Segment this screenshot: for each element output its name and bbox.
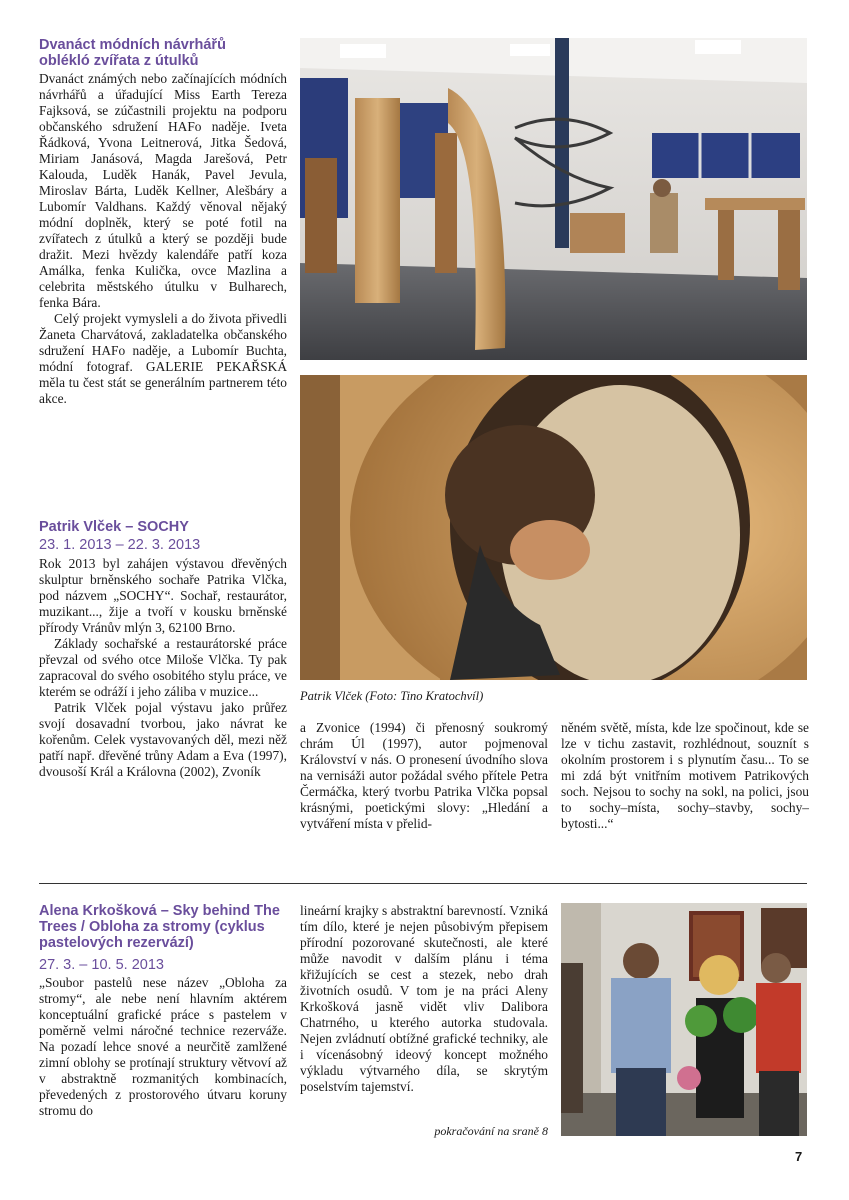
section-divider [39,883,807,884]
article-3-dates: 27. 3. – 10. 5. 2013 [39,957,164,973]
patrik-vlcek-portrait-photo [300,375,807,680]
article-2-dates: 23. 1. 2013 – 22. 3. 2013 [39,537,201,553]
article-1-paragraph-1: Dvanáct známých nebo začínajících módních návrhářů a úřadující Miss Earth Tereza Fajksová, se zúčastnili projektu na podporu občanského sdružení HAFo naděje. Iveta Řádková, Yvona Leitnerová, Jitka Šedová, Miriam Janásová, Magda Jarešová, Petr Kalouda, Luděk Hanák, Pavel Jevula, Miroslav Bárta, Luděk Kellner, Alešbáry a Lubomír Valdhans. Každý věnoval nějaký módní doplněk, který se poté fotil na zvířatech z útulků a který se později bude dražit. Mezi hvězdy kalendáře patří koza Amálka, fenka Kulička, ovce Mazlina a celebrita městského útulku v Bulharech, fenka Bára. [39,71,287,310]
continued-note: pokračování na sraně 8 [434,1124,548,1138]
article-2-column-1 [39,556,287,780]
article-2-paragraph-2: Základy sochařské a restaurátorské práce převzal od svého otce Miloše Vlčka. Ty pak zapracoval do svého osobitého stylu práce, ve kterém se odráží i jeho záliba v muzice... [39,636,287,699]
portrait-photo-caption: Patrik Vlček (Foto: Tino Kratochvíl) [300,689,484,703]
page-number: 7 [795,1149,803,1164]
gallery-interior-photo [300,38,807,360]
article-1-body [39,71,287,407]
article-3-column-2: lineární krajky s abstraktní barevností. Vzniká tím dílo, které je nejen působivým přepisem přírodní pozorované skutečnosti, ale které může navodit v dalším plánu i téma křižujících se cest a stezek, nebo drah životních osudů. V tom je na práci Aleny Krkošková jasně vidět vliv Dalibora Chatrného, u kterého autorka studovala. Nejen zvládnutí obtížné grafické techniky, ale i vícenásobný ideový koncept možného výkladu výtvarného díla, se skrytým poselstvím tajemství. [300,903,548,1094]
article-3-title: Alena Krkošková – Sky behind The Trees / Obloha za stromy (cyklus pastelových rezervází) [39,903,280,951]
article-2-title: Patrik Vlček – SOCHY [39,519,189,535]
article-2-paragraph-3: Patrik Vlček pojal výstavu jako průřez svojí dosavadní tvorbou, jako návrat ke kořenům. Celek vystavovaných děl, mezi něž patří např. dřevěné trůny Adam a Eva (1997), dvousoší Král a Královna (2002), Zvoník [39,700,287,779]
article-1-title: Dvanáct módních návrhářů oblékló zvířata z útulků [39,37,226,69]
article-2-column-2: a Zvonice (1994) či přenosný soukromý chrám Úl (1997), autor pojmenoval Království v nás. O pronesení úvodního slova na vernisáži autor požádal svého přítele Petra Čermáčka, který tvorbu Patrika Vlčka popsal krásnými, poetickými slovy: „Hledání a vytváření místa v přelid- [300,720,548,831]
article-2-paragraph-1: Rok 2013 byl zahájen výstavou dřevěných skulptur brněnského sochaře Patrika Vlčka, pod názvem „SOCHY“. Sochař, restaurátor, muzikant..., žije a tvoří v kousku brněnské přírody Vránův mlýn 3, 62100 Brno. [39,556,287,635]
article-3-column-1: „Soubor pastelů nese název „Obloha za stromy“, ale nebe není hlavním aktérem konceptuální grafické práce s pastelem v poměrně velmi náročné technice rezerváže. Na pozadí lehce snové a neurčitě zamlžené zimní oblohy se protínají struktury větvoví až v abstraktně rozmanitých kombinacích, převedených z prostorového útvaru koruny stromu do [39,975,287,1118]
article-1-paragraph-2: Celý projekt vymysleli a do života přivedli Žaneta Charvátová, zakladatelka občanského sdružení HAFo naděje, a Lubomír Buchta, módní fotograf. GALERIE PEKAŘSKÁ měla tu čest stát se generálním partnerem této akce. [39,311,287,406]
vernissage-photo [561,903,807,1136]
article-2-column-3: něném světě, místa, kde lze spočinout, kde se lze v tichu zastavit, rozhlédnout, souznít s okolním prostorem i s plynutím času... To se mi zdá být vnitřním motivem Patrikových soch. Nejsou to sochy na sokl, na polici, jsou to sochy–místa, sochy–stavby, sochy–bytosti...“ [561,720,809,831]
